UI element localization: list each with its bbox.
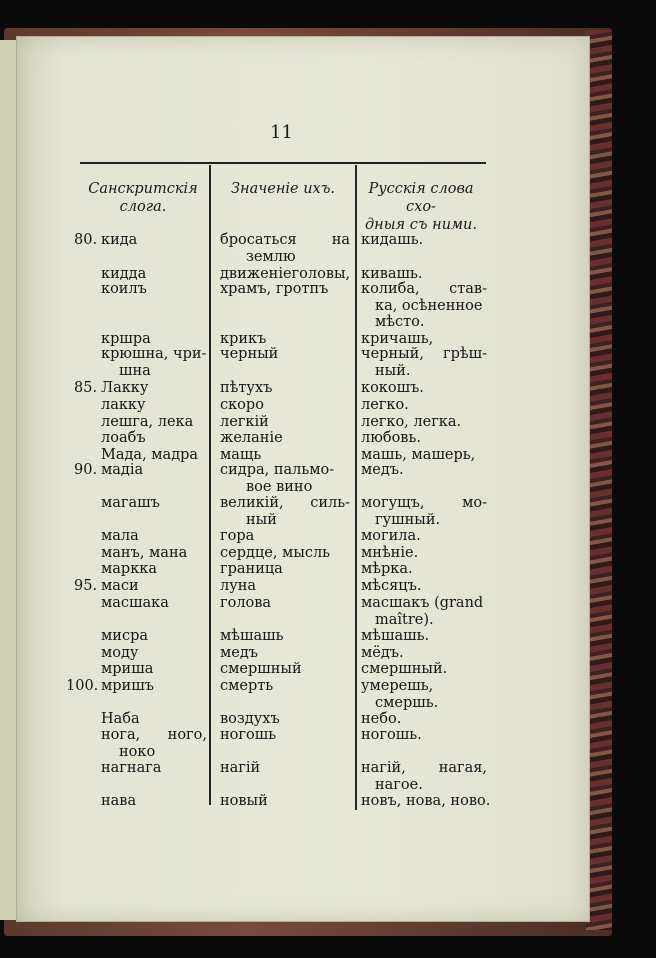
sanskrit-cell — [101, 727, 207, 760]
sanskrit-cell — [101, 595, 207, 612]
meaning-cell — [220, 561, 350, 578]
word: колиба, — [361, 281, 420, 297]
sanskrit-line — [101, 727, 207, 744]
sanskrit-line: коилъ — [101, 281, 147, 297]
sanskrit-line: маси — [101, 578, 139, 594]
russian-cell — [361, 661, 487, 678]
meaning-cell — [220, 528, 350, 545]
word: грѣш- — [442, 346, 487, 362]
word: ный. — [375, 362, 411, 379]
meaning-line: черный — [220, 346, 279, 362]
sanskrit-line: Мада, мадра — [101, 447, 199, 463]
entry-number: 90. — [74, 462, 98, 478]
sanskrit-cell — [101, 628, 207, 645]
russian-line — [361, 495, 487, 512]
sanskrit-line: мала — [101, 528, 139, 544]
word: гушный. — [375, 511, 441, 528]
word: нагое. — [375, 776, 423, 793]
meaning-cell — [220, 462, 350, 495]
meaning-line: желаніе — [220, 430, 283, 446]
word: черный, — [361, 346, 424, 362]
meaning-cell — [220, 346, 350, 363]
sanskrit-cell — [101, 380, 207, 397]
meaning-line: скоро — [220, 397, 264, 413]
russian-line — [361, 298, 487, 315]
meaning-cell — [220, 678, 350, 695]
russian-line: кидашь. — [361, 232, 424, 248]
russian-cell — [361, 711, 487, 728]
word: силь- — [310, 495, 350, 511]
sanskrit-cell — [101, 645, 207, 662]
russian-cell — [361, 414, 487, 431]
meaning-cell — [220, 545, 350, 562]
meaning-cell — [220, 760, 350, 777]
russian-line: небо. — [361, 711, 402, 727]
meaning-line: смерть — [220, 678, 274, 694]
russian-cell — [361, 528, 487, 545]
sanskrit-line: лакку — [101, 397, 146, 413]
meaning-cell — [220, 628, 350, 645]
meaning-line: воздухъ — [220, 711, 280, 727]
word: великій, — [220, 495, 284, 511]
meaning-cell — [220, 661, 350, 678]
meaning-line: медъ — [220, 645, 259, 661]
sanskrit-line: крюшна, чри- — [101, 346, 207, 362]
sanskrit-line: Наба — [101, 711, 140, 727]
meaning-line: смершный — [220, 661, 302, 677]
russian-cell — [361, 595, 487, 628]
sanskrit-line: манъ, мана — [101, 545, 188, 561]
header-russian — [355, 180, 487, 234]
sanskrit-line: шна — [119, 362, 151, 379]
entry-number: 100. — [66, 678, 99, 694]
meaning-cell — [220, 711, 350, 728]
sanskrit-line: моду — [101, 645, 139, 661]
column-divider-1 — [209, 165, 211, 805]
meaning-line: гора — [220, 528, 255, 544]
meaning-line: движеніеголовы, — [220, 266, 351, 282]
meaning-cell — [220, 380, 350, 397]
word: ка, осѣненное — [375, 297, 483, 314]
meaning-cell — [220, 281, 350, 298]
sanskrit-cell — [101, 561, 207, 578]
meaning-line: храмъ, гротпъ — [220, 281, 329, 297]
meaning-cell — [220, 232, 350, 265]
header-sanskrit-line-1: Санскритскія — [88, 181, 198, 197]
russian-cell — [361, 760, 487, 793]
word: став- — [449, 281, 487, 297]
sanskrit-cell — [101, 430, 207, 447]
sanskrit-cell — [101, 760, 207, 777]
meaning-line: пѣтухъ — [220, 380, 273, 396]
russian-line: легко, легка. — [361, 414, 462, 430]
russian-line: смершный. — [361, 661, 448, 677]
sanskrit-cell — [101, 346, 207, 379]
russian-line: новъ, нова, ново. — [361, 793, 491, 809]
russian-cell — [361, 545, 487, 562]
russian-cell — [361, 281, 487, 331]
header-sanskrit — [82, 180, 204, 216]
meaning-line: мѣшашь — [220, 628, 284, 644]
russian-cell — [361, 628, 487, 645]
russian-line: умерешь, — [361, 678, 434, 694]
russian-cell — [361, 462, 487, 479]
meaning-line: голова — [220, 595, 272, 611]
russian-line — [361, 314, 487, 331]
russian-cell — [361, 380, 487, 397]
word: мѣсто. — [375, 314, 425, 331]
meaning-line: легкій — [220, 414, 269, 430]
sanskrit-line: маркка — [101, 561, 157, 577]
russian-line: ногошь. — [361, 727, 422, 743]
meaning-line: вое вино — [246, 478, 313, 495]
russian-line: maître). — [375, 611, 434, 628]
russian-line: мѣсяцъ. — [361, 578, 422, 594]
russian-cell — [361, 578, 487, 595]
meaning-line — [220, 232, 350, 249]
word: бросаться — [220, 232, 297, 248]
russian-cell — [361, 397, 487, 414]
meaning-line: землю — [246, 248, 296, 265]
meaning-cell — [220, 645, 350, 662]
russian-cell — [361, 793, 491, 810]
header-russian-line-1: Русскія слова схо- — [368, 181, 474, 215]
sanskrit-cell — [101, 578, 207, 595]
entry-number: 95. — [74, 578, 98, 594]
sanskrit-cell — [101, 545, 207, 562]
meaning-line: ный — [246, 511, 277, 528]
sanskrit-cell — [101, 793, 207, 810]
sanskrit-line: магашъ — [101, 495, 160, 511]
meaning-line: луна — [220, 578, 257, 594]
russian-line: могила. — [361, 528, 421, 544]
russian-line: мёдъ. — [361, 645, 404, 661]
russian-line: легко. — [361, 397, 409, 413]
meaning-line: сидра, пальмо- — [220, 462, 335, 478]
sanskrit-cell — [101, 678, 207, 695]
sanskrit-line: мисра — [101, 628, 148, 644]
sanskrit-line: ноко — [119, 743, 156, 760]
sanskrit-line: кршра — [101, 331, 151, 347]
column-divider-2 — [355, 165, 357, 810]
sanskrit-cell — [101, 495, 207, 512]
sanskrit-cell — [101, 462, 207, 479]
sanskrit-line: мадіа — [101, 462, 144, 478]
russian-line — [361, 281, 487, 298]
sanskrit-cell — [101, 661, 207, 678]
sanskrit-line: нава — [101, 793, 137, 809]
header-sanskrit-line-2: слога. — [119, 199, 167, 215]
sanskrit-line: нагнага — [101, 760, 162, 776]
sanskrit-cell — [101, 528, 207, 545]
sanskrit-line: мриша — [101, 661, 154, 677]
page-number: 11 — [270, 122, 293, 143]
word: на — [331, 232, 350, 248]
word: нагій, — [361, 760, 406, 776]
meaning-cell — [220, 495, 350, 528]
russian-cell — [361, 678, 487, 711]
russian-line: кивашь. — [361, 266, 423, 282]
meaning-cell — [220, 578, 350, 595]
meaning-line: мащь — [220, 447, 262, 463]
sanskrit-line: масшака — [101, 595, 169, 611]
russian-line: кокошъ. — [361, 380, 424, 396]
russian-cell — [361, 495, 487, 528]
russian-cell — [361, 645, 487, 662]
russian-line — [361, 363, 487, 380]
russian-line — [361, 346, 487, 363]
russian-line: мѣрка. — [361, 561, 413, 577]
russian-cell — [361, 232, 487, 249]
entry-number: 85. — [74, 380, 98, 396]
meaning-line: ногошь — [220, 727, 277, 743]
sanskrit-line: кидда — [101, 266, 147, 282]
meaning-line: новый — [220, 793, 268, 809]
meaning-line: граница — [220, 561, 283, 577]
header-meaning: Значеніе ихъ. — [231, 181, 335, 197]
russian-line: любовь. — [361, 430, 421, 446]
meaning-cell — [220, 793, 350, 810]
russian-cell — [361, 430, 487, 447]
russian-cell — [361, 346, 487, 379]
russian-line: масшакъ (grand — [361, 595, 484, 611]
russian-line: смершь. — [375, 694, 439, 711]
sanskrit-line: лешга, лека — [101, 414, 194, 430]
russian-line — [361, 512, 487, 529]
meaning-cell — [220, 430, 350, 447]
sanskrit-line: кида — [101, 232, 138, 248]
meaning-cell — [220, 727, 350, 744]
sanskrit-cell — [101, 711, 207, 728]
russian-line: машь, машерь, — [361, 447, 476, 463]
russian-line: кричашь, — [361, 331, 434, 347]
word: ного, — [167, 727, 207, 743]
sanskrit-cell — [101, 414, 207, 431]
sanskrit-line: лоабъ — [101, 430, 146, 446]
russian-line: медъ. — [361, 462, 404, 478]
russian-cell — [361, 727, 487, 744]
table-top-rule — [80, 162, 486, 164]
russian-line — [361, 777, 487, 794]
meaning-cell — [220, 595, 350, 612]
russian-cell — [361, 561, 487, 578]
sanskrit-cell — [101, 281, 207, 298]
meaning-cell — [220, 397, 350, 414]
russian-line — [361, 760, 487, 777]
sanskrit-line: мришъ — [101, 678, 154, 694]
meaning-line: крикъ — [220, 331, 267, 347]
sanskrit-cell — [101, 397, 207, 414]
sanskrit-line: Лакку — [101, 380, 149, 396]
meaning-line: нагій — [220, 760, 261, 776]
header-russian-line-2: дныя съ ними. — [364, 217, 477, 233]
sanskrit-cell — [101, 232, 207, 249]
russian-line: мѣшашь. — [361, 628, 430, 644]
meaning-line — [220, 495, 350, 512]
word: нога, — [101, 727, 141, 743]
meaning-cell — [220, 414, 350, 431]
word: мо- — [462, 495, 487, 511]
word: нагая, — [438, 760, 487, 776]
russian-line: мнѣніе. — [361, 545, 419, 561]
meaning-line: сердце, мысль — [220, 545, 331, 561]
word: могущъ, — [361, 495, 425, 511]
entry-number: 80. — [74, 232, 98, 248]
